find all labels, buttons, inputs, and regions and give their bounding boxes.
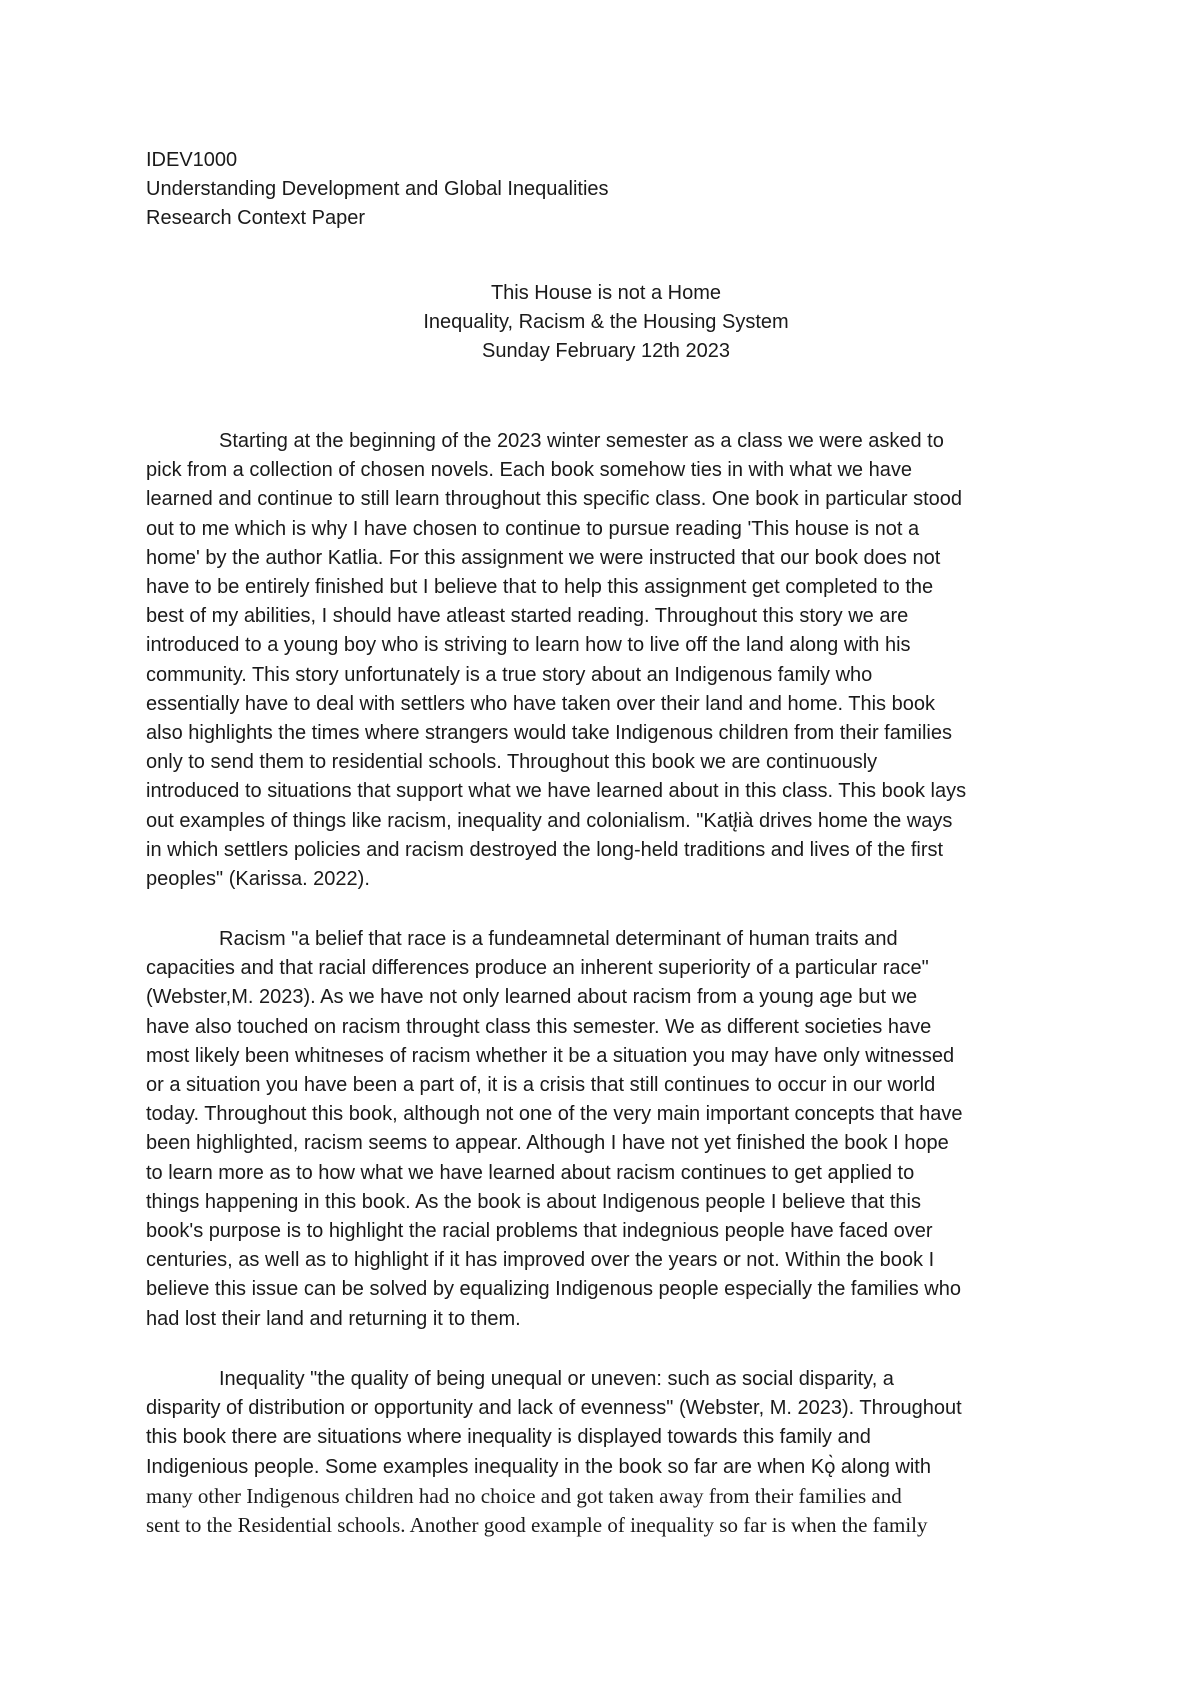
paragraph-line: community. This story unfortunately is a true story about an Indigenous family who — [146, 663, 873, 686]
paragraph-line: in which settlers policies and racism destroyed the long-held traditions and lives of the first — [146, 838, 944, 861]
paragraph-line: Starting at the beginning of the 2023 winter semester as a class we were asked to — [219, 430, 944, 452]
paragraph-line: introduced to a young boy who is striving to learn how to live off the land along with his — [146, 634, 911, 657]
paragraph-line: essentially have to deal with settlers who have taken over their land and home. This book — [146, 692, 935, 715]
paragraph-line: to learn more as to how what we have learned about racism continues to get applied to — [146, 1161, 915, 1184]
paragraph-line: or a situation you have been a part of, it is a crisis that still continues to occur in our world — [146, 1074, 936, 1097]
paragraph-line: most likely been whitneses of racism whether it be a situation you may have only witnessed — [146, 1044, 955, 1067]
paragraph-line: disparity of distribution or opportunity and lack of evenness" (Webster, M. 2023). Throughout — [146, 1397, 962, 1420]
document-header — [146, 146, 1066, 233]
body-paragraph-intro — [146, 427, 1086, 894]
paragraph-line: pick from a collection of chosen novels. Each book somehow ties in with what we have — [146, 459, 912, 482]
body-paragraph-racism — [146, 925, 1086, 1334]
paragraph-line: introduced to situations that support what we have learned about in this class. This book lays — [146, 780, 967, 803]
paragraph-line: learned and continue to still learn throughout this specific class. One book in particular stood — [146, 488, 963, 511]
paragraph-line: been highlighted, racism seems to appear. Although I have not yet finished the book I hope — [146, 1132, 949, 1155]
paragraph-line: Racism "a belief that race is a fundeamnetal determinant of human traits and — [219, 928, 898, 950]
paragraph-line: this book there are situations where inequality is displayed towards this family and — [146, 1426, 871, 1449]
paragraph-line: things happening in this book. As the book is about Indigenous people I believe that this — [146, 1190, 921, 1213]
course-code: IDEV1000 — [146, 149, 238, 171]
paragraph-line: Inequality "the quality of being unequal or uneven: such as social disparity, a — [219, 1368, 894, 1390]
course-name: Understanding Development and Global Inequalities — [146, 178, 609, 200]
paper-subtitle: Inequality, Racism & the Housing System — [423, 311, 789, 333]
paragraph-line: have to be entirely finished but I believe that to help this assignment get completed to the — [146, 576, 934, 599]
paragraph-line: today. Throughout this book, although not one of the very main important concepts that have — [146, 1103, 963, 1126]
paragraph-line: out examples of things like racism, inequality and colonialism. "Katł̨ià drives home the ways — [146, 809, 953, 832]
paragraph-line: Indigenious people. Some examples inequality in the book so far are when Kǫ̀ along with — [146, 1455, 931, 1478]
paragraph-line: have also touched on racism throught class this semester. We as different societies have — [146, 1015, 932, 1038]
paragraph-line: sent to the Residential schools. Another good example of inequality so far is when the family — [146, 1513, 928, 1538]
paragraph-line: book's purpose is to highlight the racial problems that indegnious people have faced over — [146, 1220, 933, 1243]
title-block — [146, 279, 1066, 366]
paragraph-line: also highlights the times where strangers would take Indigenous children from their families — [146, 722, 952, 745]
body-paragraph-inequality — [146, 1365, 1086, 1540]
paragraph-line: out to me which is why I have chosen to continue to pursue reading 'This house is not a — [146, 517, 920, 540]
paragraph-line: had lost their land and returning it to them. — [146, 1307, 521, 1330]
paragraph-line: peoples" (Karissa. 2022). — [146, 868, 370, 891]
paragraph-line: centuries, as well as to highlight if it has improved over the years or not. Within the book I — [146, 1249, 935, 1272]
paragraph-line: many other Indigenous children had no choice and got taken away from their families and — [146, 1483, 902, 1508]
paragraph-line: believe this issue can be solved by equalizing Indigenous people especially the families who — [146, 1278, 961, 1301]
paper-title: This House is not a Home — [490, 282, 722, 304]
assignment-type: Research Context Paper — [146, 207, 366, 229]
paragraph-line: (Webster,M. 2023). As we have not only learned about racism from a young age but we — [146, 986, 918, 1009]
paragraph-line: only to send them to residential schools. Throughout this book we are continuously — [146, 751, 878, 774]
paragraph-line: home' by the author Katlia. For this assignment we were instructed that our book does not — [146, 546, 941, 569]
paragraph-line: best of my abilities, I should have atleast started reading. Throughout this story we are — [146, 605, 909, 628]
paper-date: Sunday February 12th 2023 — [482, 340, 730, 362]
paragraph-line: capacities and that racial differences produce an inherent superiority of a particular race" — [146, 957, 929, 980]
